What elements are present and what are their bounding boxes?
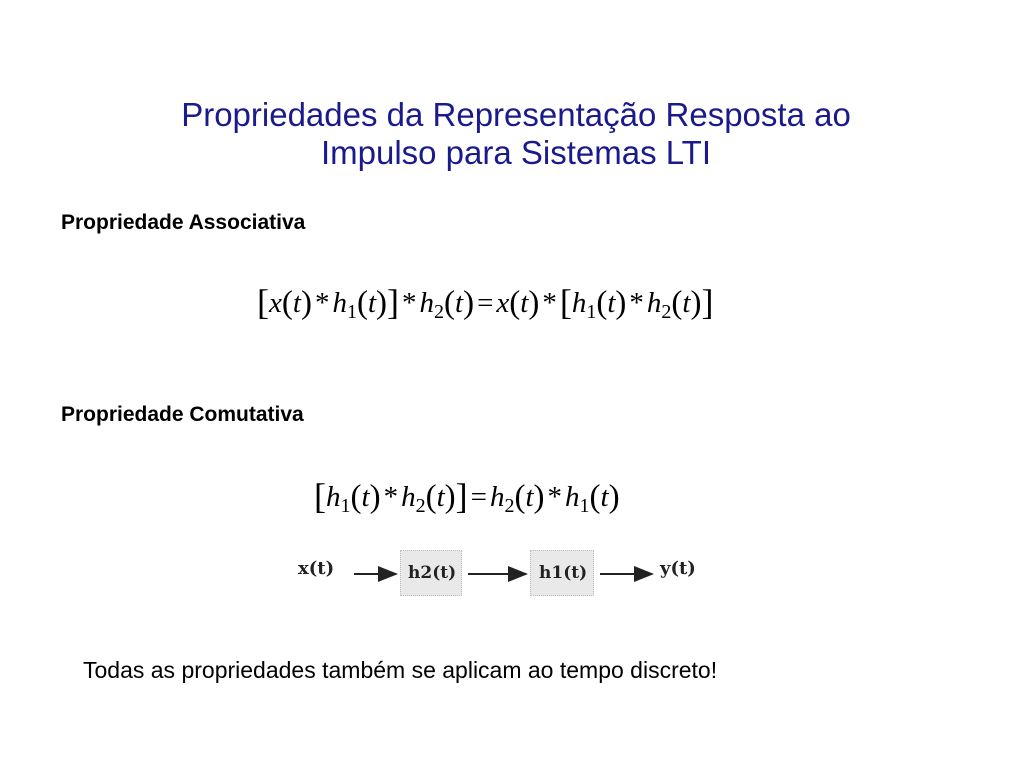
input-signal-label: x(t) [298,558,335,579]
associative-equation: $[x(t) * h_1(t)] * h_2(t) = x(t)$ $*[h_1(t) * h_2(t)]$ [257,282,714,323]
slide-title-line-1: Propriedades da Representação Resposta ao [181,96,851,133]
output-signal-label: y(t) [660,558,696,579]
block-h2-label: h2(t) [408,563,457,583]
arrows [296,550,706,600]
block-h1-label: h1(t) [539,563,588,583]
cascade-block-diagram [296,550,706,600]
associative-heading: Propriedade Associativa [61,211,306,234]
commutative-equation: $[h_1(t) * h_2(t)] = h_2(t) * h_1(t)$ [314,476,620,517]
commutative-heading: Propriedade Comutativa [61,403,304,426]
slide-title [0,96,1024,172]
discrete-time-note: Todas as propriedades também se aplicam ao tempo discreto! [83,657,718,683]
slide-title-line-2: Impulso para Sistemas LTI [320,134,712,171]
